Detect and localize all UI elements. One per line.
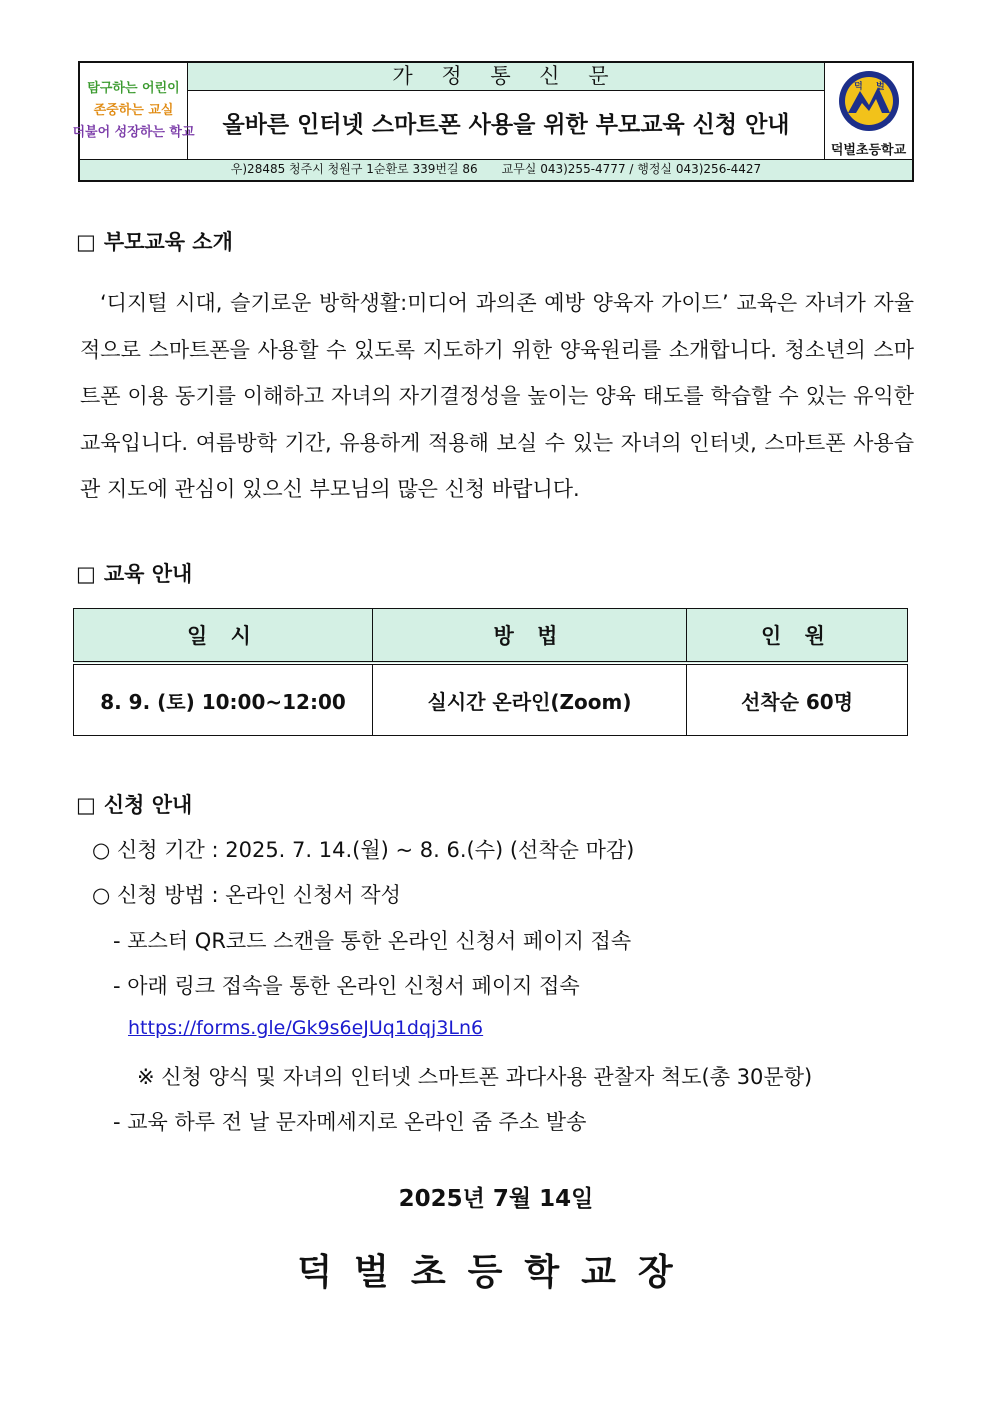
school-contacts: 교무실 043)255-4777 / 행정실 043)256-4427	[501, 162, 762, 176]
cell-capacity: 선착순 60명	[687, 663, 908, 736]
table-header-row	[74, 609, 908, 664]
table-row	[74, 663, 908, 736]
slogan-line-1: 탐구하는 어린이	[87, 81, 180, 96]
newsletter-label: 가 정 통 신 문	[188, 63, 824, 91]
section-edu-title: 교육 안내	[103, 562, 193, 586]
principal-signature: 덕벌초등학교장	[297, 1252, 695, 1293]
newsletter-header	[72, 61, 914, 182]
column-header-capacity: 인 원	[687, 609, 908, 664]
education-table	[73, 608, 908, 736]
school-name: 덕벌초등학교	[830, 143, 907, 158]
column-header-method: 방 법	[373, 609, 687, 664]
section-intro-title: 부모교육 소개	[103, 230, 233, 254]
cell-method: 실시간 온라인(Zoom)	[373, 663, 687, 736]
checkbox-square-icon: □	[76, 562, 96, 586]
apply-period: ○ 신청 기간 : 2025. 7. 14.(월) ~ 8. 6.(수) (선착순 마감)	[92, 838, 635, 862]
apply-item-link: - 아래 링크 접속을 통한 온라인 신청서 페이지 접속	[113, 974, 580, 998]
apply-item-qr: - 포스터 QR코드 스캔을 통한 온라인 신청서 페이지 접속	[113, 929, 632, 953]
school-emblem-cell	[824, 63, 912, 159]
slogan-line-3: 더불어 성장하는 학교	[72, 125, 195, 140]
intro-text: ‘디지털 시대, 슬기로운 방학생활:미디어 과의존 예방 양육자 가이드’ 교육은 자녀가 자율적으로 스마트폰을 사용할 수 있도록 지도하기 위한 양육원리를 소개합니다. 청소년의 스마트폰 이용 동기를 이해하고 자녀의 자기결정성을 높이는 양육 태도를 학습할 수 있는 유익한 교육입니다. 여름방학 기간, 유용하게 적용해 보실 수 있는 자녀의 인터넷, 스마트폰 사용습관 지도에 관심이 있으신 부모님의 많은 신청 바랍니다.	[80, 291, 914, 501]
school-slogan	[72, 63, 195, 159]
application-form-link[interactable]: https://forms.gle/Gk9s6eJUq1dqj3Ln6	[128, 1017, 484, 1039]
section-apply-heading	[76, 789, 192, 819]
apply-item-sms: - 교육 하루 전 날 문자메세지로 온라인 줌 주소 발송	[113, 1110, 587, 1134]
slogan-line-2: 존중하는 교실	[93, 103, 174, 118]
cell-datetime: 8. 9. (토) 10:00~12:00	[74, 663, 373, 736]
section-apply-title: 신청 안내	[103, 793, 193, 817]
page-title: 올바른 인터넷 스마트폰 사용을 위한 부모교육 신청 안내	[222, 112, 790, 138]
address-bar	[80, 159, 912, 180]
column-header-datetime: 일 시	[74, 609, 373, 664]
logo-text-left: 덕	[854, 82, 863, 92]
checkbox-square-icon: □	[76, 230, 96, 254]
apply-method: ○ 신청 방법 : 온라인 신청서 작성	[92, 883, 401, 907]
school-logo-icon	[834, 69, 904, 135]
intro-paragraph	[80, 280, 914, 513]
section-edu-heading	[76, 558, 192, 588]
section-intro-heading	[76, 226, 233, 256]
checkbox-square-icon: □	[76, 793, 96, 817]
issue-date: 2025년 7월 14일	[398, 1186, 594, 1212]
school-address: 우)28485 청주시 청원구 1순환로 339번길 86	[230, 162, 478, 176]
logo-text-right: 벌	[876, 82, 885, 92]
apply-note: ※ 신청 양식 및 자녀의 인터넷 스마트폰 과다사용 관찰자 척도(총 30문항)	[137, 1065, 813, 1089]
